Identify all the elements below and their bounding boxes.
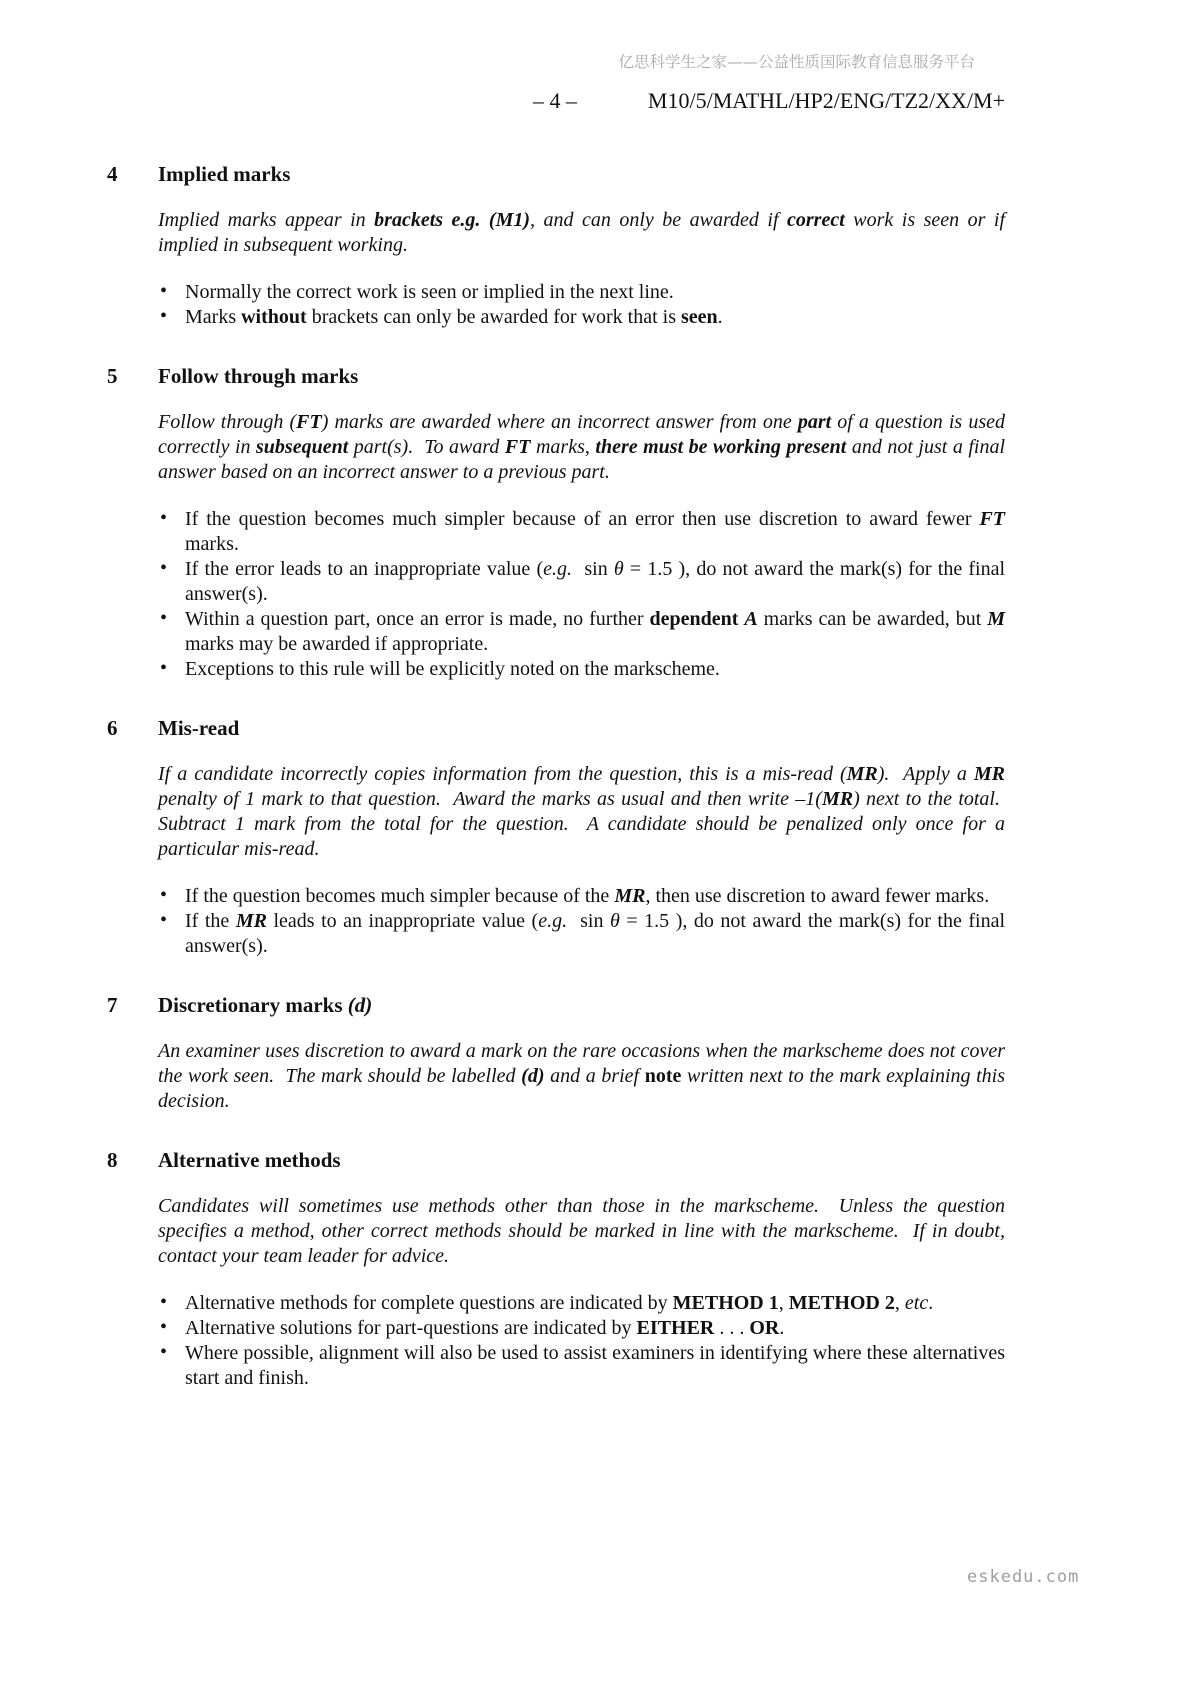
page-number: – 4 – bbox=[533, 88, 577, 113]
bullet-text: If the error leads to an inappropriate value (e.g. sin θ = 1.5 ), do not award the mark(s) for the final answer(s). bbox=[185, 558, 1006, 605]
bullet-item bbox=[158, 280, 1005, 305]
section-heading bbox=[107, 1148, 1005, 1173]
bullet-icon: • bbox=[160, 557, 168, 579]
bullet-item bbox=[158, 607, 1005, 657]
bullet-item bbox=[158, 507, 1005, 557]
bullet-icon: • bbox=[160, 909, 168, 931]
bullet-icon: • bbox=[160, 657, 168, 679]
section-heading bbox=[107, 162, 1005, 187]
section-heading bbox=[107, 716, 1005, 741]
bullet-item bbox=[158, 657, 1005, 682]
bullet-text: If the MR leads to an inappropriate value (e.g. sin θ = 1.5 ), do not award the mark(s) for the final answer(s). bbox=[185, 910, 1005, 957]
section-follow-through-marks bbox=[107, 364, 1005, 682]
section-number: 4 bbox=[107, 162, 118, 186]
section-implied-marks bbox=[107, 162, 1005, 330]
section-discretionary-marks bbox=[107, 993, 1005, 1114]
watermark-footer-text: eskedu.com bbox=[967, 1567, 1080, 1587]
section-title: Mis-read bbox=[158, 716, 240, 740]
bullet-text: Exceptions to this rule will be explicitly noted on the markscheme. bbox=[185, 658, 720, 680]
section-title: Discretionary marks (d) bbox=[158, 993, 373, 1017]
bullet-icon: • bbox=[160, 507, 168, 529]
bullet-list bbox=[158, 884, 1005, 959]
bullet-item bbox=[158, 1341, 1005, 1391]
bullet-text: If the question becomes much simpler because of an error then use discretion to award fewer FT marks. bbox=[185, 508, 1005, 555]
bullet-text: Alternative solutions for part-questions are indicated by EITHER . . . OR. bbox=[185, 1317, 785, 1339]
bullet-item bbox=[158, 557, 1005, 607]
bullet-icon: • bbox=[160, 1341, 168, 1363]
bullet-icon: • bbox=[160, 884, 168, 906]
section-number: 8 bbox=[107, 1148, 118, 1172]
section-number: 5 bbox=[107, 364, 118, 388]
watermark-header-text: 亿思科学生之家——公益性质国际教育信息服务平台 bbox=[618, 53, 975, 71]
section-paragraph: Candidates will sometimes use methods other than those in the markscheme. Unless the question specifies a method, other correct methods should be marked in line with the markscheme. If in doubt, contact your team leader for advice. bbox=[158, 1195, 1005, 1267]
section-paragraph: If a candidate incorrectly copies information from the question, this is a mis-read (MR). Apply a MR penalty of 1 mark to that question. Award the marks as usual and then write –1(MR) next to the total. Subtract 1 mark from the total for the question. A candidate should be penalized only once for a particular mis-read. bbox=[158, 763, 1005, 860]
document-code: M10/5/MATHL/HP2/ENG/TZ2/XX/M+ bbox=[647, 88, 1005, 113]
bullet-text: Where possible, alignment will also be used to assist examiners in identifying where these alternatives start and finish. bbox=[185, 1342, 1005, 1389]
bullet-item bbox=[158, 1316, 1005, 1341]
bullet-item bbox=[158, 909, 1005, 959]
section-number: 7 bbox=[107, 993, 118, 1017]
bullet-text: Normally the correct work is seen or implied in the next line. bbox=[185, 281, 674, 303]
section-title: Implied marks bbox=[158, 162, 291, 186]
section-mis-read bbox=[107, 716, 1005, 959]
section-paragraph: An examiner uses discretion to award a mark on the rare occasions when the markscheme does not cover the work seen. The mark should be labelled (d) and a brief note written next to the mark explaining this decision. bbox=[158, 1040, 1006, 1112]
bullet-list bbox=[158, 1291, 1005, 1391]
section-paragraph: Implied marks appear in brackets e.g. (M1), and can only be awarded if correct work is seen or if implied in subsequent working. bbox=[158, 209, 1006, 256]
bullet-item bbox=[158, 305, 1005, 330]
document-body bbox=[107, 128, 1005, 1391]
bullet-text: Marks without brackets can only be awarded for work that is seen. bbox=[185, 306, 723, 328]
bullet-text: Within a question part, once an error is made, no further dependent A marks can be awarded, but M marks may be awarded if appropriate. bbox=[185, 608, 1005, 655]
bullet-text: Alternative methods for complete questions are indicated by METHOD 1, METHOD 2, etc. bbox=[185, 1292, 934, 1314]
bullet-icon: • bbox=[160, 1291, 168, 1313]
section-number: 6 bbox=[107, 716, 118, 740]
bullet-icon: • bbox=[160, 607, 168, 629]
section-heading bbox=[107, 364, 1005, 389]
bullet-icon: • bbox=[160, 305, 168, 327]
bullet-text: If the question becomes much simpler because of the MR, then use discretion to award fewer marks. bbox=[185, 885, 990, 907]
bullet-icon: • bbox=[160, 1316, 168, 1338]
bullet-item bbox=[158, 884, 1005, 909]
bullet-icon: • bbox=[160, 280, 168, 302]
bullet-item bbox=[158, 1291, 1005, 1316]
section-heading bbox=[107, 993, 1005, 1018]
section-alternative-methods bbox=[107, 1148, 1005, 1391]
section-title: Follow through marks bbox=[158, 364, 359, 388]
bullet-list bbox=[158, 280, 1005, 330]
bullet-list bbox=[158, 507, 1005, 682]
section-paragraph: Follow through (FT) marks are awarded where an incorrect answer from one part of a question is used correctly in subsequent part(s). To award FT marks, there must be working present and not just a final answer based on an incorrect answer to a previous part. bbox=[158, 411, 1005, 483]
section-title: Alternative methods bbox=[158, 1148, 341, 1172]
